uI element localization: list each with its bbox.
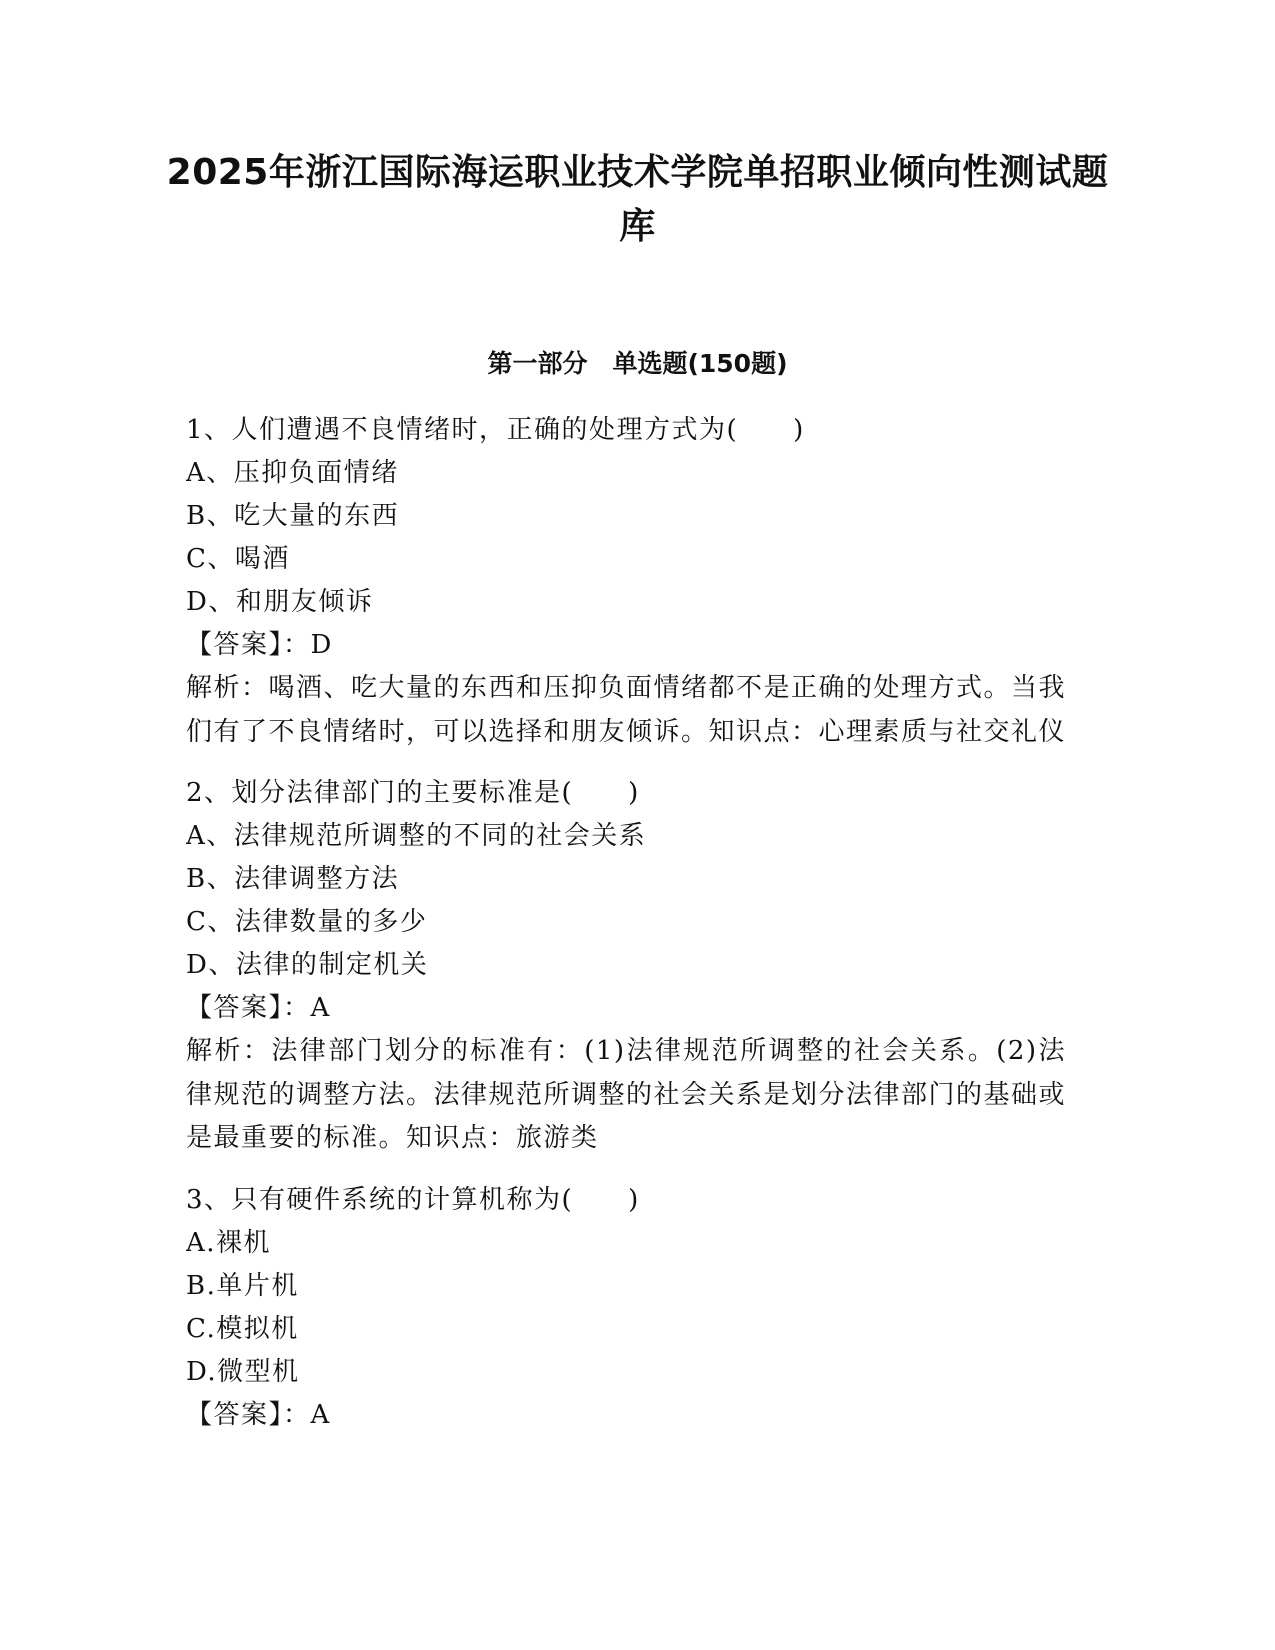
answer: 【答案】：D (186, 630, 333, 660)
option-d: D.微型机 (186, 1356, 300, 1387)
option-b: B、法律调整方法 (186, 864, 400, 894)
question-stem: 2、划分法律部门的主要标准是( ) (186, 778, 640, 808)
question-list (186, 409, 1066, 1437)
option-d: D、法律的制定机关 (186, 950, 429, 980)
option-a: A、压抑负面情绪 (186, 458, 399, 488)
document-title: 2025年浙江国际海运职业技术学院单招职业倾向性测试题库 (166, 152, 1109, 247)
question-spacer (186, 754, 1066, 772)
option-b: B、吃大量的东西 (186, 501, 400, 531)
question-stem: 1、人们遭遇不良情绪时，正确的处理方式为( ) (186, 415, 805, 445)
answer: 【答案】：A (186, 1399, 331, 1430)
question-2 (186, 772, 1066, 1161)
option-c: C.模拟机 (186, 1313, 299, 1344)
option-a: A.裸机 (186, 1227, 272, 1258)
option-c: C、喝酒 (186, 544, 290, 574)
option-c: C、法律数量的多少 (186, 907, 428, 937)
explanation: 解析：喝酒、吃大量的东西和压抑负面情绪都不是正确的处理方式。当我们有了不良情绪时，可以选择和朋友倾诉。知识点：心理素质与社交礼仪 (186, 673, 1067, 747)
question-stem: 3、只有硬件系统的计算机称为( ) (186, 1184, 640, 1215)
question-spacer (186, 1161, 1066, 1179)
option-b: B.单片机 (186, 1270, 299, 1301)
option-d: D、和朋友倾诉 (186, 587, 374, 617)
section-title: 第一部分 单选题(150题) (487, 349, 788, 378)
question-3 (186, 1179, 1066, 1437)
explanation: 解析：法律部门划分的标准有：(1)法律规范所调整的社会关系。(2)法律规范的调整方法。法律规范所调整的社会关系是划分法律部门的基础或是最重要的标准。知识点：旅游类 (186, 1036, 1067, 1153)
question-1 (186, 409, 1066, 754)
option-a: A、法律规范所调整的不同的社会关系 (186, 821, 647, 851)
answer: 【答案】：A (186, 993, 331, 1023)
